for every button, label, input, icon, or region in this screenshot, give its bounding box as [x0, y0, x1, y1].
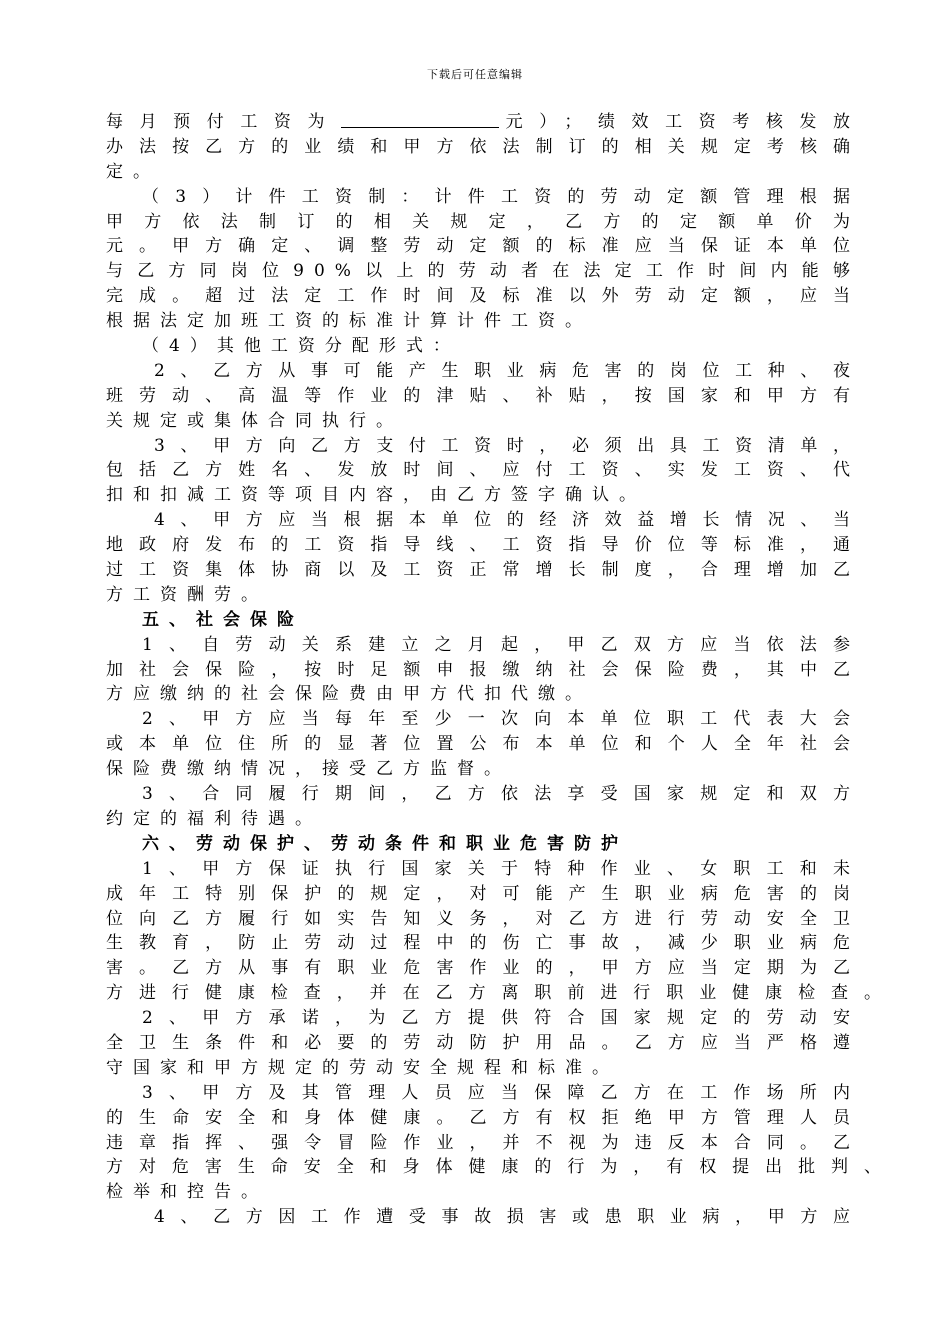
text-line: 与乙方同岗位90%以上的劳动者在法定工作时间内能够 [106, 261, 860, 282]
text-line: 班劳动、高温等作业的津贴、补贴，按国家和甲方有 [106, 385, 860, 406]
text-line: 3、甲方向乙方支付工资时，必须出具工资清单， [154, 435, 860, 456]
text-line: 2、乙方从事可能产生职业病危害的岗位工种、夜 [154, 360, 860, 381]
text-line: 关规定或集体合同执行。 [106, 410, 403, 431]
text-line: 害。乙方从事有职业危害作业的，甲方应当定期为乙 [106, 958, 860, 979]
text-line: 定。 [106, 161, 160, 182]
text-line: 约定的福利待遇。 [106, 808, 322, 829]
fill-in-blank[interactable] [341, 111, 499, 128]
text-line: 方应缴纳的社会保险费由甲方代扣代缴。 [106, 684, 592, 705]
text-line: 包括乙方姓名、发放时间、应付工资、实发工资、代 [106, 460, 860, 481]
text-line: 1、甲方保证执行国家关于特种作业、女职工和未 [142, 858, 860, 879]
text-line: 检举和控告。 [106, 1182, 268, 1203]
text-line: 违章指挥、强令冒险作业，并不视为违反本合同。乙 [106, 1132, 860, 1153]
text-line: 根据法定加班工资的标准计算计件工资。 [106, 311, 592, 332]
text-line [106, 110, 860, 135]
text-line: （4）其他工资分配形式： [142, 336, 460, 357]
text-line: 位向乙方履行如实告知义务，对乙方进行劳动安全卫 [106, 908, 860, 929]
line-text: 元）；绩效工资考核发放 [499, 112, 861, 132]
text-line: 4、乙方因工作遭受事故损害或患职业病，甲方应 [154, 1207, 860, 1228]
text-line: 成年工特别保护的规定，对可能产生职业病危害的岗 [106, 883, 860, 904]
text-line: 的生命安全和身体健康。乙方有权拒绝甲方管理人员 [106, 1107, 860, 1128]
text-line: 4、甲方应当根据本单位的经济效益增长情况、当 [154, 510, 860, 531]
text-line: 2、甲方应当每年至少一次向本单位职工代表大会 [142, 709, 860, 730]
text-line: 保险费缴纳情况，接受乙方监督。 [106, 759, 511, 780]
page-header: 下载后可任意编辑 [427, 68, 523, 81]
text-line: 3、甲方及其管理人员应当保障乙方在工作场所内 [142, 1082, 860, 1103]
text-line: 守国家和甲方规定的劳动安全规程和标准。 [106, 1057, 619, 1078]
text-line: 生教育，防止劳动过程中的伤亡事故，减少职业病危 [106, 933, 860, 954]
line-text: 每月预付工资为 [106, 112, 342, 132]
text-line: 2、甲方承诺，为乙方提供符合国家规定的劳动安 [142, 1008, 860, 1029]
text-line: 过工资集体协商以及工资正常增长制度，合理增加乙 [106, 560, 860, 581]
text-line: 方对危害生命安全和身体健康的行为，有权提出批判、 [106, 1157, 891, 1178]
text-line: 3、合同履行期间，乙方依法享受国家规定和双方 [142, 784, 860, 805]
text-line: 甲方依法制订的相关规定，乙方的定额单价为 [106, 211, 860, 232]
section-heading: 六、劳动保护、劳动条件和职业危害防护 [142, 833, 628, 854]
text-line: 方进行健康检查，并在乙方离职前进行职业健康检查。 [106, 983, 891, 1004]
text-line: 元。甲方确定、调整劳动定额的标准应当保证本单位 [106, 236, 860, 257]
text-line: 全卫生条件和必要的劳动防护用品。乙方应当严格遵 [106, 1032, 860, 1053]
text-line: 扣和扣减工资等项目内容，由乙方签字确认。 [106, 485, 646, 506]
text-line: 完成。超过法定工作时间及标准以外劳动定额，应当 [106, 286, 860, 307]
section-heading: 五、社会保险 [142, 609, 304, 630]
text-line: （3）计件工资制：计件工资的劳动定额管理根据 [142, 186, 860, 207]
text-line: 方工资酬劳。 [106, 584, 268, 605]
text-line: 地政府发布的工资指导线、工资指导价位等标准，通 [106, 535, 860, 556]
text-line: 办法按乙方的业绩和甲方依法制订的相关规定考核确 [106, 136, 860, 157]
document-body [106, 110, 891, 1230]
text-line: 1、自劳动关系建立之月起，甲乙双方应当依法参 [142, 634, 860, 655]
text-line: 或本单位住所的显著位置公布本单位和个人全年社会 [106, 734, 860, 755]
text-line: 加社会保险，按时足额申报缴纳社会保险费，其中乙 [106, 659, 860, 680]
